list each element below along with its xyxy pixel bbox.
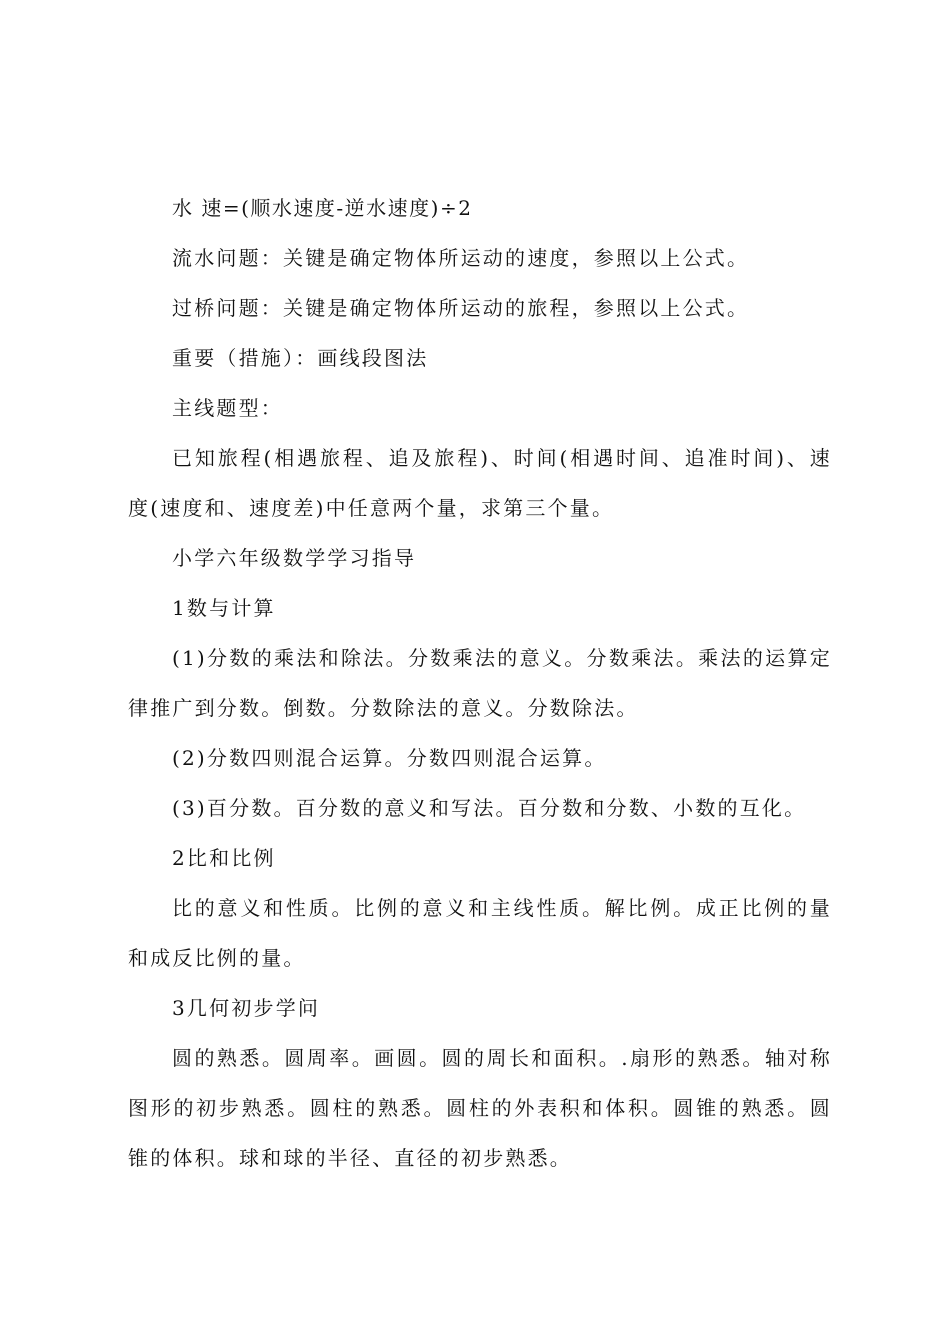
paragraph-flowing-water-problem: 流水问题：关键是确定物体所运动的速度，参照以上公式。 xyxy=(172,246,750,270)
paragraph-section-heading: 小学六年级数学学习指导 xyxy=(172,546,417,570)
paragraph-known-quantities: 已知旅程(相遇旅程、追及旅程)、时间(相遇时间、追准时间)、速度(速度和、速度差)中任意两个量，求第三个量。 xyxy=(128,446,832,520)
paragraph-water-speed-formula: 水 速=(顺水速度-逆水速度)÷2 xyxy=(172,196,473,220)
paragraph-fraction-mixed-ops: (2)分数四则混合运算。分数四则混合运算。 xyxy=(172,746,607,770)
document-body xyxy=(128,183,832,1183)
paragraph-main-question-type: 主线题型： xyxy=(172,396,283,420)
paragraph-number-and-calculation: 1数与计算 xyxy=(172,596,276,620)
paragraph-ratio-details: 比的意义和性质。比例的意义和主线性质。解比例。成正比例的量和成反比例的量。 xyxy=(128,896,832,970)
paragraph-bridge-problem: 过桥问题：关键是确定物体所运动的旅程，参照以上公式。 xyxy=(172,296,750,320)
paragraph-circle-details: 圆的熟悉。圆周率。画圆。圆的周长和面积。.扇形的熟悉。轴对称图形的初步熟悉。圆柱的熟悉。圆柱的外表积和体积。圆锥的熟悉。圆锥的体积。球和球的半径、直径的初步熟悉。 xyxy=(128,1046,832,1170)
paragraph-percentages: (3)百分数。百分数的意义和写法。百分数和分数、小数的互化。 xyxy=(172,796,807,820)
paragraph-geometry-basics: 3几何初步学问 xyxy=(172,996,321,1020)
paragraph-key-method: 重要（措施）：画线段图法 xyxy=(172,346,429,370)
paragraph-fraction-mult-div: (1)分数的乘法和除法。分数乘法的意义。分数乘法。乘法的运算定律推广到分数。倒数。分数除法的意义。分数除法。 xyxy=(128,646,832,720)
paragraph-ratio-and-proportion: 2比和比例 xyxy=(172,846,276,870)
